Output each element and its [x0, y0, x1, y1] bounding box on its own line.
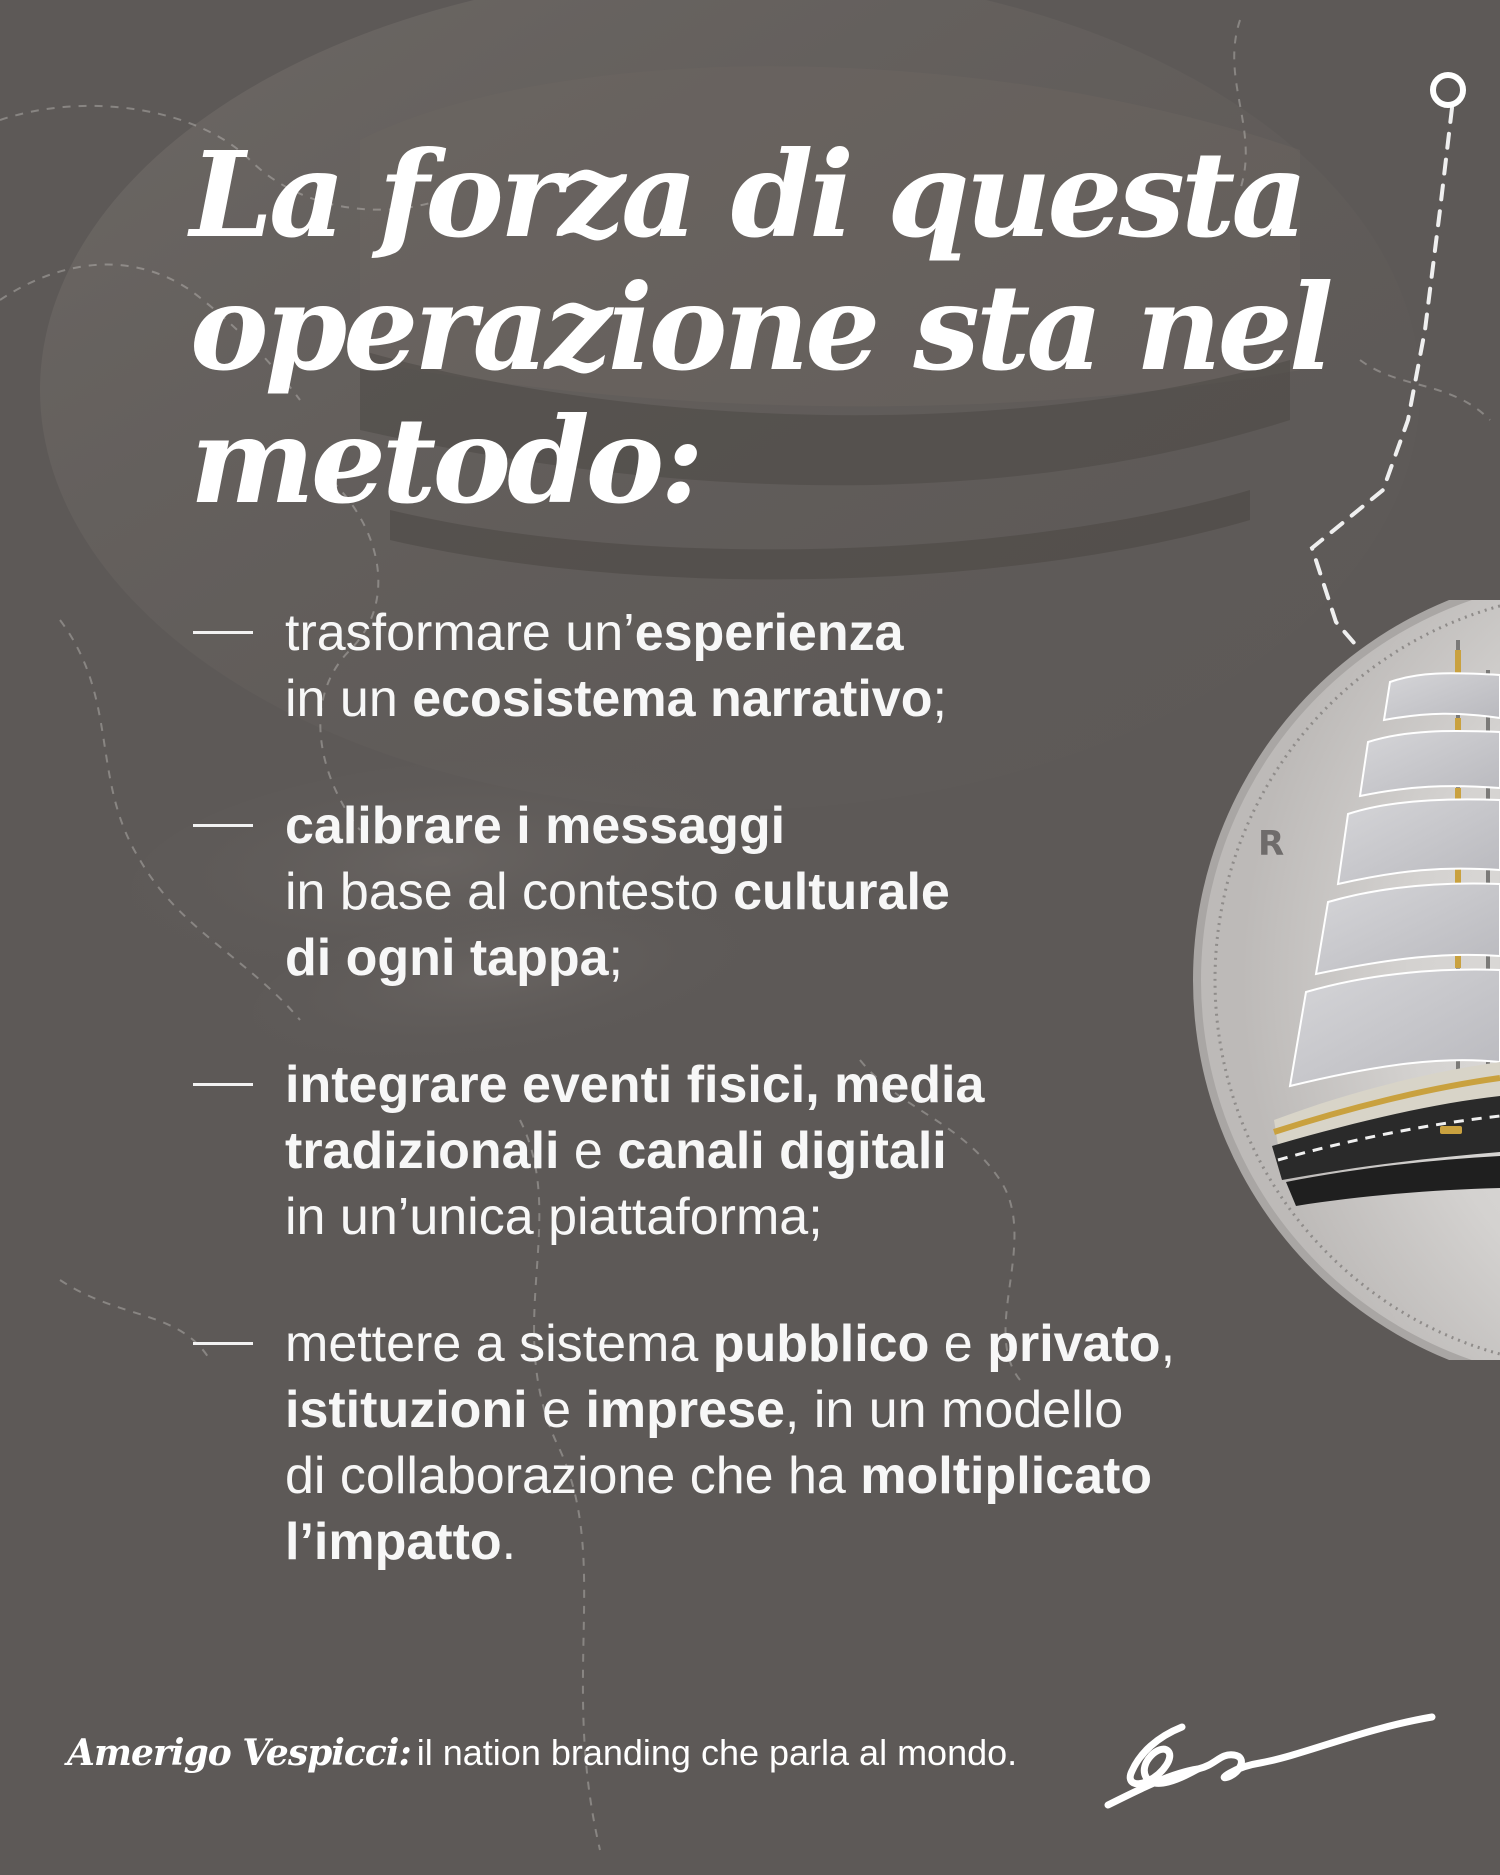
emphasis-text: istituzioni: [285, 1381, 528, 1439]
text-run: trasformare un’: [285, 604, 635, 662]
emphasis-text: moltiplicato: [860, 1447, 1153, 1505]
emphasis-text: l’impatto: [285, 1513, 502, 1571]
method-item: [193, 1052, 1353, 1250]
headline-line: La forza di questa: [190, 125, 1304, 264]
text-run: ;: [932, 670, 947, 728]
headline: [190, 125, 1350, 530]
method-item: [193, 600, 1353, 732]
coin-mark-letter: R: [1258, 824, 1285, 864]
text-run: e: [527, 1381, 586, 1439]
footer-title: Amerigo Vespicci:: [67, 1732, 411, 1774]
emphasis-text: privato: [987, 1315, 1161, 1373]
method-item: [193, 1311, 1353, 1575]
emphasis-text: esperienza: [634, 604, 904, 662]
text-run: in un’unica piattaforma;: [285, 1188, 823, 1246]
circle-marker-icon: [1428, 70, 1468, 110]
emphasis-text: integrare eventi fisici, media: [285, 1056, 985, 1114]
text-run: di collaborazione che ha: [285, 1447, 861, 1505]
text-run: e: [559, 1122, 618, 1180]
footer-caption: [67, 1725, 1057, 1789]
text-run: in base al contesto: [285, 863, 734, 921]
text-run: in un: [285, 670, 413, 728]
method-item-line: [285, 1509, 1353, 1575]
method-item-line: [285, 1184, 1353, 1250]
text-run: mettere a sistema: [285, 1315, 713, 1373]
method-item-line: [285, 600, 1353, 666]
method-item-line: [285, 1377, 1353, 1443]
emphasis-text: tradizionali: [285, 1122, 560, 1180]
method-item-line: [285, 666, 1353, 732]
text-run: ,: [1160, 1315, 1176, 1373]
signature-icon: [1102, 1695, 1437, 1815]
text-run: e: [929, 1315, 988, 1373]
headline-line: operazione sta nel: [190, 258, 1330, 397]
method-list: [193, 600, 1353, 1575]
text-run: , in un modello: [784, 1381, 1124, 1439]
headline-line: metodo:: [190, 391, 700, 530]
emphasis-text: calibrare i messaggi: [285, 797, 786, 855]
emphasis-text: di ogni tappa: [285, 929, 609, 987]
emphasis-text: canali digitali: [617, 1122, 947, 1180]
em-dash-icon: [193, 1083, 253, 1086]
method-item-line: [285, 1311, 1353, 1377]
emphasis-text: pubblico: [712, 1315, 930, 1373]
footer-tagline: il nation branding che parla al mondo.: [416, 1732, 1018, 1773]
em-dash-icon: [193, 824, 253, 827]
method-item-line: [285, 859, 1353, 925]
method-item: [193, 793, 1353, 991]
em-dash-icon: [193, 1342, 253, 1345]
text-run: .: [501, 1513, 517, 1571]
method-item-line: [285, 1443, 1353, 1509]
method-item-line: [285, 1052, 1353, 1118]
em-dash-icon: [193, 631, 253, 634]
method-item-line: [285, 1118, 1353, 1184]
emphasis-text: ecosistema narrativo: [412, 670, 933, 728]
emphasis-text: culturale: [733, 863, 950, 921]
method-item-line: [285, 793, 1353, 859]
method-item-line: [285, 925, 1353, 991]
text-run: ;: [608, 929, 623, 987]
emphasis-text: imprese: [585, 1381, 785, 1439]
